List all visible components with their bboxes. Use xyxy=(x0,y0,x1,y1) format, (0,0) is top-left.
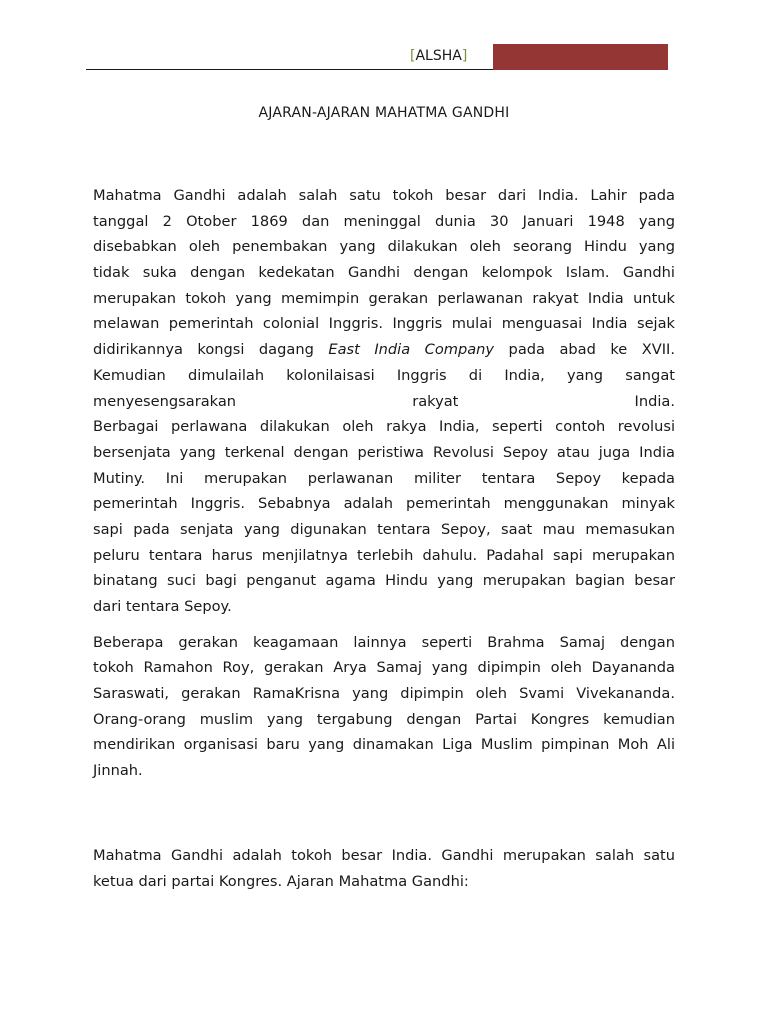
header-label-text: ALSHA xyxy=(415,48,462,64)
paragraph-line: sapi pada senjata yang digunakan tentara Sepoy, saat mau memasukan xyxy=(93,520,675,538)
header-close-bracket: ] xyxy=(461,48,468,64)
paragraph-line: dari tentara Sepoy. xyxy=(93,598,232,615)
header-accent-block xyxy=(493,44,668,70)
paragraph-line: Orang-orang muslim yang tergabung dengan Partai Kongres kemudian xyxy=(93,710,675,728)
paragraph-line: melawan pemerintah colonial Inggris. Inggris mulai menguasai India sejak xyxy=(93,315,675,333)
paragraph-line: merupakan tokoh yang memimpin gerakan perlawanan rakyat India untuk xyxy=(93,289,675,307)
header-rule xyxy=(86,69,493,70)
header-open-bracket: [ xyxy=(410,48,416,64)
paragraph-line: tokoh Ramahon Roy, gerakan Arya Samaj yang dipimpin oleh Dayananda xyxy=(93,659,675,677)
document-body xyxy=(93,183,675,894)
paragraph-line: Kemudian dimulailah kolonilaisasi Inggris di India, yang sangat xyxy=(93,366,675,384)
paragraph-3 xyxy=(93,630,675,784)
paragraph-line: tanggal 2 Otober 1869 dan meninggal dunia 30 Januari 1948 yang xyxy=(93,212,675,230)
paragraph-line: Jinnah. xyxy=(93,762,143,780)
page-header xyxy=(0,0,768,80)
paragraph-line: peluru tentara harus menjilatnya terlebih dahulu. Padahal sapi merupakan xyxy=(93,546,675,564)
paragraph-4 xyxy=(93,843,675,894)
paragraph-line: mendirikan organisasi baru yang dinamakan Liga Muslim pimpinan Moh Ali xyxy=(93,736,675,754)
paragraph-line xyxy=(93,337,675,363)
paragraph-line: Beberapa gerakan keagamaan lainnya seperti Brahma Samaj dengan xyxy=(93,633,675,651)
paragraph-2 xyxy=(93,414,675,620)
line-text: didirikannya kongsi dagang xyxy=(93,341,329,359)
paragraph-line: Saraswati, gerakan RamaKrisna yang dipimpin oleh Svami Vivekananda. xyxy=(93,685,675,703)
paragraph-line: disebabkan oleh penembakan yang dilakukan oleh seorang Hindu yang xyxy=(93,238,675,256)
paragraph-line: Mahatma Gandhi adalah salah satu tokoh besar dari India. Lahir pada xyxy=(93,187,675,204)
line-text: pada abad ke XVII. xyxy=(494,341,675,359)
paragraph-1 xyxy=(93,183,675,414)
paragraph-spacer xyxy=(93,784,675,843)
paragraph-line: Mahatma Gandhi adalah tokoh besar India. Gandhi merupakan salah satu xyxy=(93,846,675,864)
paragraph-line: Mutiny. Ini merupakan perlawanan militer tentara Sepoy kepada xyxy=(93,469,675,487)
paragraph-line: pemerintah Inggris. Sebabnya adalah pemerintah menggunakan minyak xyxy=(93,495,675,513)
paragraph-line: bersenjata yang terkenal dengan peristiwa Revolusi Sepoy atau juga India xyxy=(93,443,675,461)
paragraph-line: tidak suka dengan kedekatan Gandhi dengan kelompok Islam. Gandhi xyxy=(93,264,675,282)
company-name-italic: East India Company xyxy=(328,341,495,359)
paragraph-line: binatang suci bagi penganut agama Hindu yang merupakan bagian besar xyxy=(93,572,675,590)
paragraph-line: menyesengsarakan rakyat India. xyxy=(93,392,675,410)
paragraph-line: ketua dari partai Kongres. Ajaran Mahatma Gandhi: xyxy=(93,872,469,890)
document-title: AJARAN-AJARAN MAHATMA GANDHI xyxy=(258,105,510,121)
paragraph-spacer xyxy=(93,620,675,630)
paragraph-line: Berbagai perlawana dilakukan oleh rakya India, seperti contoh revolusi xyxy=(93,418,675,436)
header-label xyxy=(410,46,467,66)
